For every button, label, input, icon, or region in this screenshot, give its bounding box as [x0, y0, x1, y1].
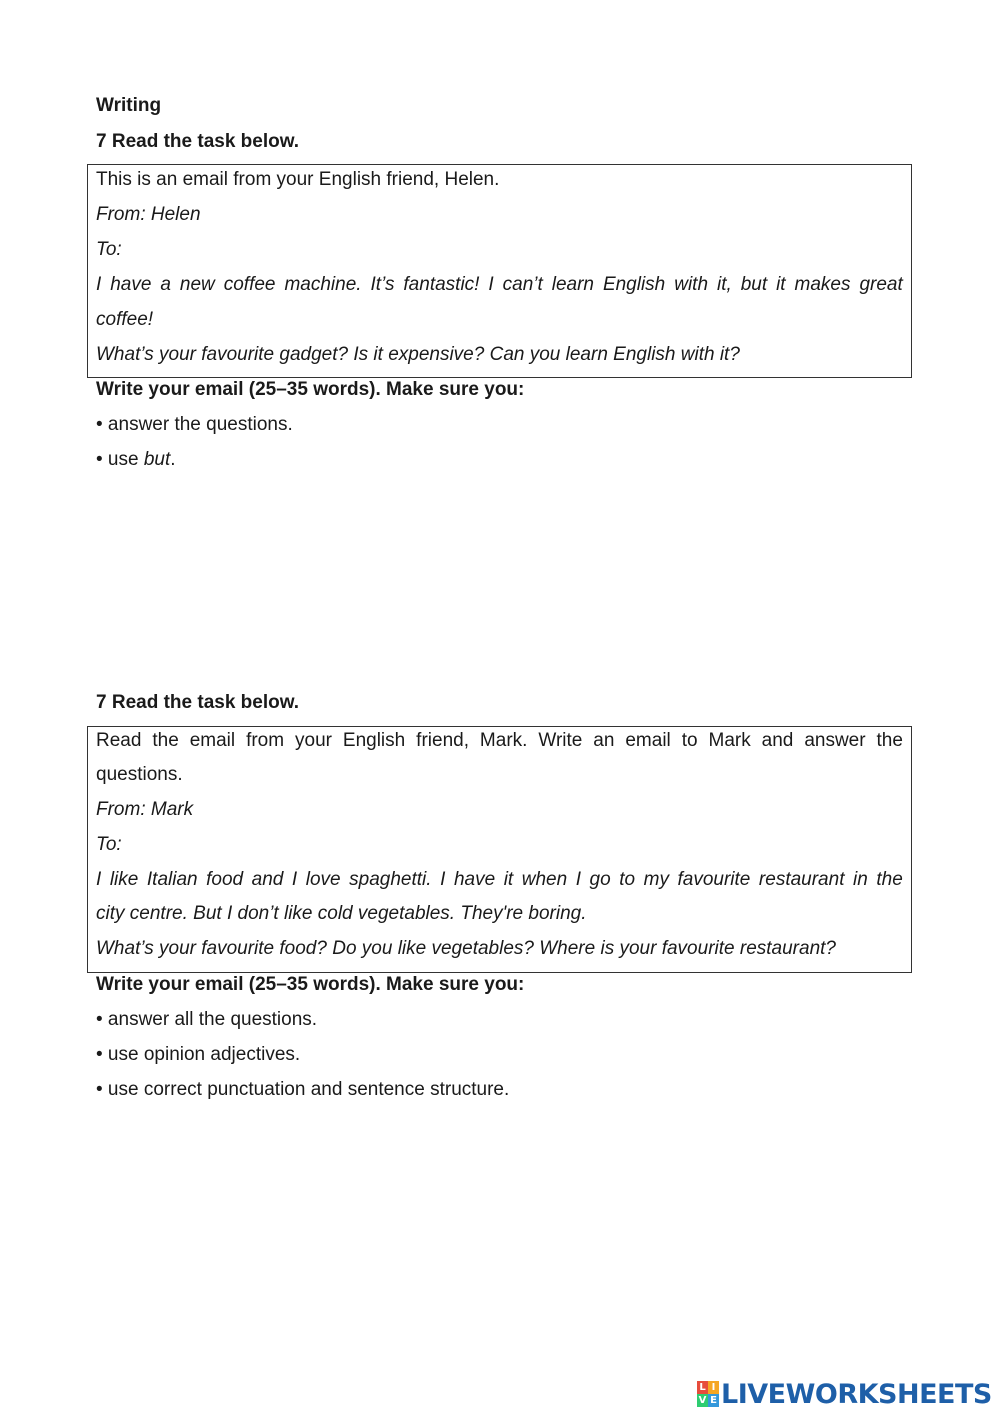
word: like: [109, 869, 139, 890]
bullet-item: • use opinion adjectives.: [96, 1044, 301, 1065]
word: English: [342, 730, 406, 751]
bullet-italic-word: but: [143, 449, 171, 470]
bullet-item: • answer all the questions.: [96, 1009, 318, 1030]
word: makes: [794, 274, 851, 295]
email-questions: What’s your favourite food? Do you like vegetables? Where is your favourite restaurant?: [96, 938, 836, 959]
task-intro-line: [96, 729, 903, 753]
logo-letter: V: [698, 1395, 707, 1406]
email-body-line: city centre. But I don’t like cold vegetables. They're boring.: [96, 903, 587, 924]
word: to: [681, 730, 698, 751]
word: it: [503, 869, 514, 890]
word: the: [876, 730, 903, 751]
logo-letter: L: [697, 1381, 708, 1394]
email-task-box: [87, 164, 912, 378]
word: answer: [804, 730, 866, 751]
word: English: [602, 274, 666, 295]
word: it: [776, 274, 786, 295]
liveworksheets-logo[interactable]: [697, 1378, 992, 1410]
word: Mark: [708, 730, 751, 751]
bullet-suffix: .: [170, 449, 176, 470]
word: friend,: [416, 730, 469, 751]
word: in: [853, 869, 868, 890]
email-from: From: Helen: [96, 204, 201, 225]
email-task-box: [87, 726, 912, 973]
word: with: [674, 274, 709, 295]
email-intro: This is an email from your English friend, Helen.: [96, 169, 500, 190]
word: I: [488, 274, 494, 295]
word: machine.: [284, 274, 362, 295]
bullet-item: • use correct punctuation and sentence structure.: [96, 1079, 510, 1100]
word: the: [152, 730, 179, 751]
email-body-line: [96, 868, 903, 892]
word: have: [110, 274, 152, 295]
word: and: [251, 869, 284, 890]
word: fantastic!: [403, 274, 480, 295]
word: I: [291, 869, 298, 890]
word: and: [761, 730, 794, 751]
word: great: [859, 274, 903, 295]
section-heading: Writing: [96, 95, 162, 116]
word: an: [593, 730, 615, 751]
bullet-item: [96, 448, 176, 472]
word: your: [295, 730, 332, 751]
email-to: To:: [96, 834, 122, 855]
word: Write: [538, 730, 583, 751]
task-title: 7 Read the task below.: [96, 131, 300, 152]
word: I: [96, 869, 102, 890]
task-intro-line: questions.: [96, 764, 183, 785]
word: but: [740, 274, 768, 295]
word: I: [96, 274, 102, 295]
word: from: [246, 730, 285, 751]
email-body-line: coffee!: [96, 309, 154, 330]
word: to: [619, 869, 636, 890]
logo-letter: E: [708, 1394, 719, 1407]
email-to: To:: [96, 239, 122, 260]
word: Mark.: [479, 730, 528, 751]
word: a: [160, 274, 171, 295]
word: spaghetti.: [349, 869, 432, 890]
word: I: [440, 869, 446, 890]
word: it,: [716, 274, 732, 295]
word: go: [589, 869, 611, 890]
task-title: 7 Read the task below.: [96, 692, 300, 713]
word: favourite: [677, 869, 751, 890]
word: Read: [96, 730, 142, 751]
word: love: [305, 869, 341, 890]
brand-name: LIVEWORKSHEETS: [721, 1378, 992, 1410]
bullet-item: • answer the questions.: [96, 414, 293, 435]
email-body-line: [96, 273, 903, 297]
instruction: Write your email (25–35 words). Make sure you:: [96, 974, 525, 995]
word: coffee: [223, 274, 276, 295]
word: food: [206, 869, 244, 890]
email-from: From: Mark: [96, 799, 194, 820]
word: It’s: [370, 274, 395, 295]
email-questions: What’s your favourite gadget? Is it expensive? Can you learn English with it?: [96, 344, 740, 365]
word: learn: [551, 274, 594, 295]
bullet-prefix: • use: [96, 449, 144, 470]
word: I: [575, 869, 581, 890]
word: my: [643, 869, 669, 890]
live-badge-icon: [697, 1381, 719, 1407]
word: email: [625, 730, 671, 751]
word: the: [876, 869, 903, 890]
word: Italian: [146, 869, 198, 890]
word: email: [189, 730, 236, 751]
instruction: Write your email (25–35 words). Make sure you:: [96, 379, 525, 400]
logo-letter: I: [708, 1381, 719, 1394]
word: when: [521, 869, 568, 890]
word: have: [453, 869, 496, 890]
word: restaurant: [758, 869, 845, 890]
word: new: [179, 274, 215, 295]
word: can’t: [502, 274, 543, 295]
